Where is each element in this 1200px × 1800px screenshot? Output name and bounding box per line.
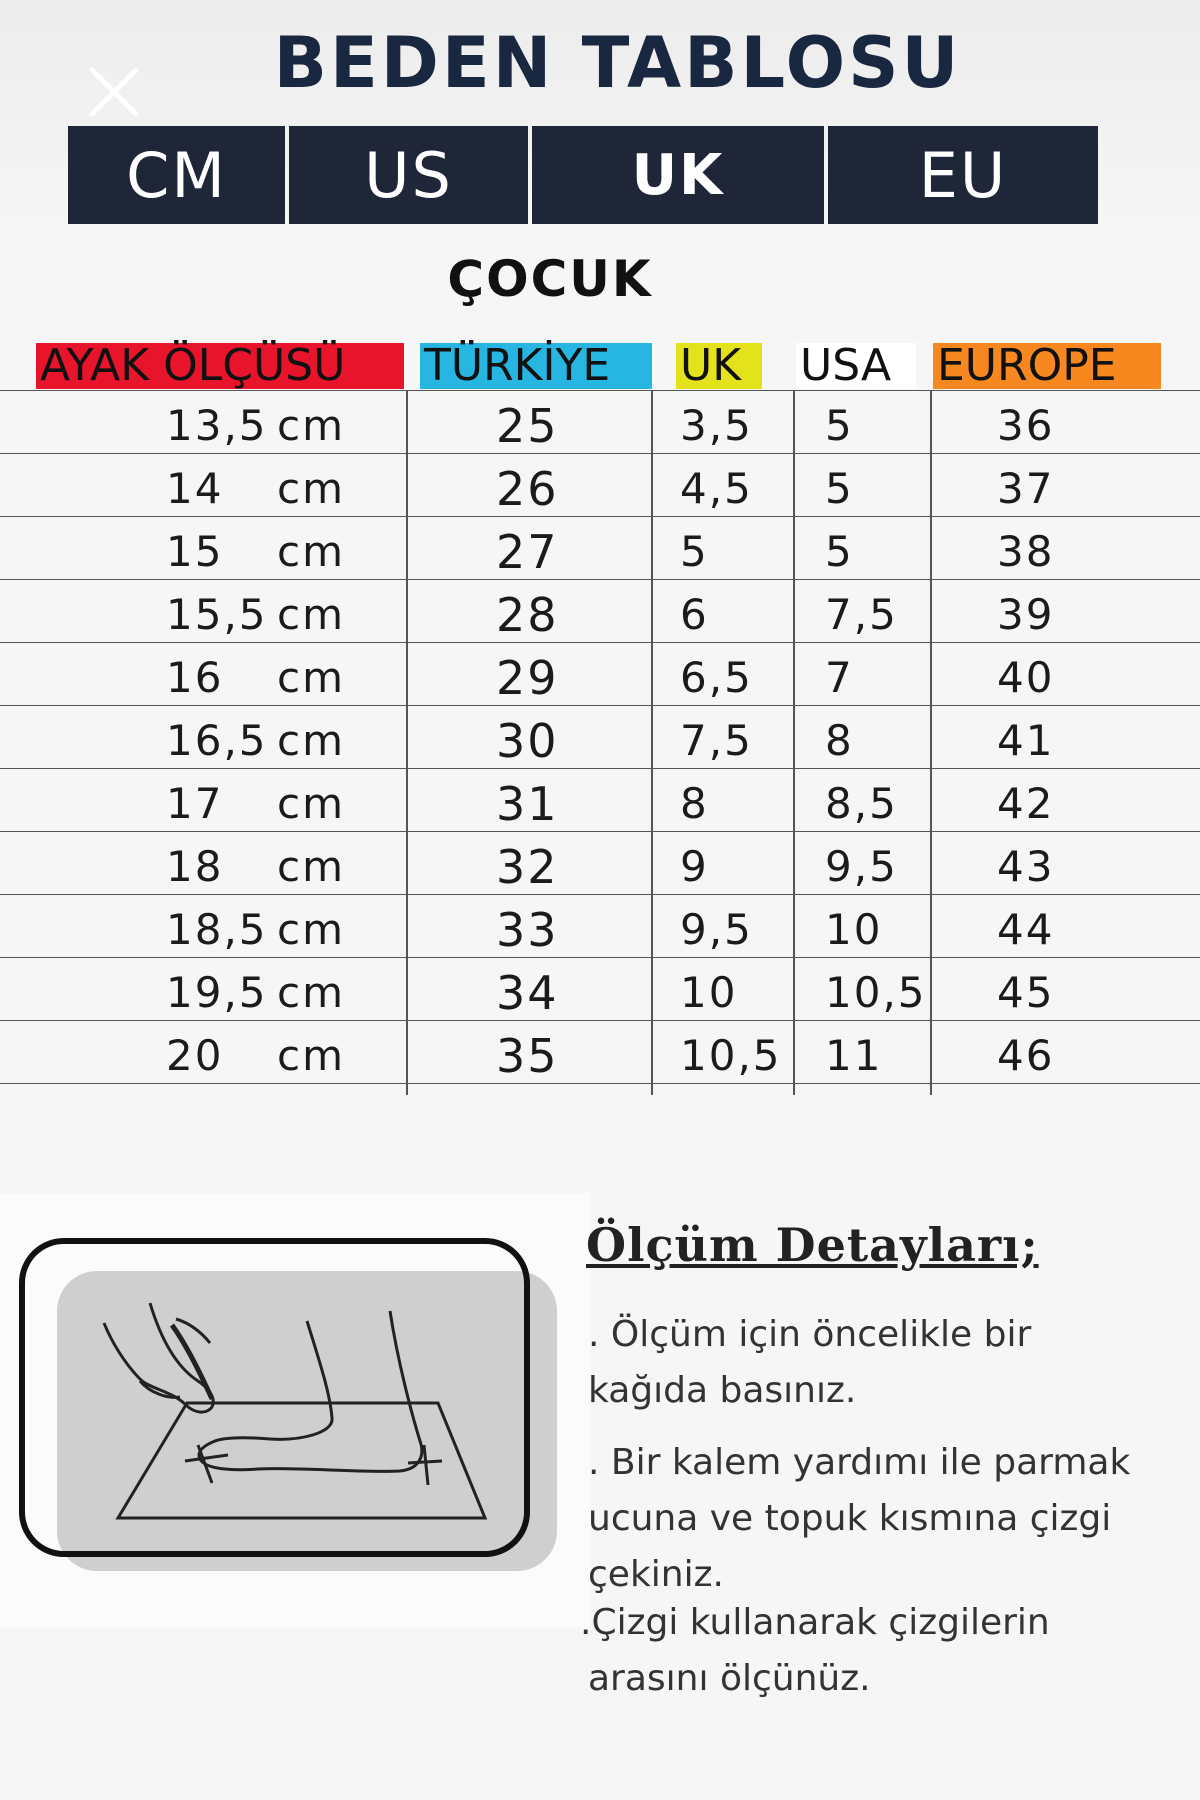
- europe-size-cell: 42: [997, 779, 1055, 828]
- foot-length-cell: 13,5: [166, 401, 268, 450]
- uk-size-cell: 3,5: [680, 401, 753, 450]
- turkiye-size-cell: 31: [496, 777, 559, 831]
- tab-eu[interactable]: EU: [828, 126, 1098, 224]
- table-row: [0, 516, 1200, 579]
- usa-size-cell: 10,5: [825, 968, 927, 1017]
- tab-us[interactable]: US: [289, 126, 528, 224]
- usa-size-cell: 11: [825, 1031, 883, 1080]
- foot-length-cell: 15: [166, 527, 224, 576]
- table-row: [0, 453, 1200, 516]
- uk-size-cell: 10,5: [680, 1031, 782, 1080]
- foot-measuring-illustration: [0, 1193, 590, 1628]
- unit-cell: cm: [277, 653, 346, 702]
- turkiye-size-cell: 29: [496, 651, 559, 705]
- size-table: [0, 390, 1200, 1084]
- turkiye-size-cell: 28: [496, 588, 559, 642]
- europe-size-cell: 43: [997, 842, 1055, 891]
- foot-length-cell: 14: [166, 464, 224, 513]
- usa-size-cell: 7,5: [825, 590, 898, 639]
- table-row: [0, 957, 1200, 1020]
- column-header-turkiye: TÜRKİYE: [420, 343, 652, 389]
- column-header-foot-length: AYAK ÖLÇÜSÜ: [36, 343, 404, 389]
- foot-length-cell: 18: [166, 842, 224, 891]
- table-row: [0, 642, 1200, 705]
- foot-length-cell: 16,5: [166, 716, 268, 765]
- uk-size-cell: 6,5: [680, 653, 753, 702]
- section-title: ÇOCUK: [447, 250, 653, 308]
- table-row: [0, 768, 1200, 831]
- column-header-usa: USA: [796, 343, 916, 389]
- column-header-uk: UK: [676, 343, 762, 389]
- instruction-1-line-1: . Ölçüm için öncelikle bir: [588, 1314, 1032, 1355]
- instruction-2-line-3: çekiniz.: [588, 1554, 724, 1595]
- uk-size-cell: 10: [680, 968, 738, 1017]
- unit-cell: cm: [277, 1031, 346, 1080]
- table-row: [0, 894, 1200, 957]
- uk-size-cell: 7,5: [680, 716, 753, 765]
- unit-cell: cm: [277, 779, 346, 828]
- turkiye-size-cell: 33: [496, 903, 559, 957]
- column-header-europe: EUROPE: [933, 343, 1161, 389]
- usa-size-cell: 8: [825, 716, 854, 765]
- foot-length-cell: 17: [166, 779, 224, 828]
- unit-cell: cm: [277, 842, 346, 891]
- foot-length-cell: 16: [166, 653, 224, 702]
- unit-cell: cm: [277, 464, 346, 513]
- uk-size-cell: 4,5: [680, 464, 753, 513]
- unit-cell: cm: [277, 716, 346, 765]
- uk-size-cell: 9,5: [680, 905, 753, 954]
- usa-size-cell: 5: [825, 527, 854, 576]
- usa-size-cell: 5: [825, 401, 854, 450]
- uk-size-cell: 5: [680, 527, 709, 576]
- europe-size-cell: 36: [997, 401, 1055, 450]
- foot-length-cell: 15,5: [166, 590, 268, 639]
- table-row: [0, 705, 1200, 768]
- europe-size-cell: 41: [997, 716, 1055, 765]
- uk-size-cell: 9: [680, 842, 709, 891]
- uk-size-cell: 6: [680, 590, 709, 639]
- unit-tabs: [68, 126, 1102, 224]
- europe-size-cell: 40: [997, 653, 1055, 702]
- turkiye-size-cell: 27: [496, 525, 559, 579]
- tab-cm[interactable]: CM: [68, 126, 285, 224]
- usa-size-cell: 7: [825, 653, 854, 702]
- uk-size-cell: 8: [680, 779, 709, 828]
- unit-cell: cm: [277, 401, 346, 450]
- turkiye-size-cell: 30: [496, 714, 559, 768]
- europe-size-cell: 39: [997, 590, 1055, 639]
- table-row: [0, 390, 1200, 453]
- europe-size-cell: 46: [997, 1031, 1055, 1080]
- instruction-3-line-2: arasını ölçünüz.: [588, 1658, 871, 1699]
- unit-cell: cm: [277, 905, 346, 954]
- page-title: BEDEN TABLOSU: [273, 22, 962, 104]
- foot-length-cell: 20: [166, 1031, 224, 1080]
- measurement-details-heading: Ölçüm Detayları;: [586, 1218, 1039, 1272]
- usa-size-cell: 5: [825, 464, 854, 513]
- turkiye-size-cell: 34: [496, 966, 559, 1020]
- usa-size-cell: 10: [825, 905, 883, 954]
- foot-length-cell: 18,5: [166, 905, 268, 954]
- foot-length-cell: 19,5: [166, 968, 268, 1017]
- turkiye-size-cell: 32: [496, 840, 559, 894]
- instruction-1-line-2: kağıda basınız.: [588, 1370, 857, 1411]
- turkiye-size-cell: 26: [496, 462, 559, 516]
- table-row: [0, 1020, 1200, 1084]
- instruction-2-line-1: . Bir kalem yardımı ile parmak: [588, 1442, 1131, 1483]
- unit-cell: cm: [277, 527, 346, 576]
- europe-size-cell: 38: [997, 527, 1055, 576]
- turkiye-size-cell: 25: [496, 399, 559, 453]
- usa-size-cell: 9,5: [825, 842, 898, 891]
- europe-size-cell: 45: [997, 968, 1055, 1017]
- table-row: [0, 579, 1200, 642]
- tab-uk[interactable]: UK: [532, 126, 824, 224]
- instruction-2-line-2: ucuna ve topuk kısmına çizgi: [588, 1498, 1112, 1539]
- europe-size-cell: 44: [997, 905, 1055, 954]
- table-row: [0, 831, 1200, 894]
- europe-size-cell: 37: [997, 464, 1055, 513]
- unit-cell: cm: [277, 968, 346, 1017]
- foot-measure-icon: [0, 1193, 590, 1628]
- unit-cell: cm: [277, 590, 346, 639]
- turkiye-size-cell: 35: [496, 1029, 559, 1083]
- instruction-3-line-1: .Çizgi kullanarak çizgilerin: [580, 1602, 1050, 1643]
- usa-size-cell: 8,5: [825, 779, 898, 828]
